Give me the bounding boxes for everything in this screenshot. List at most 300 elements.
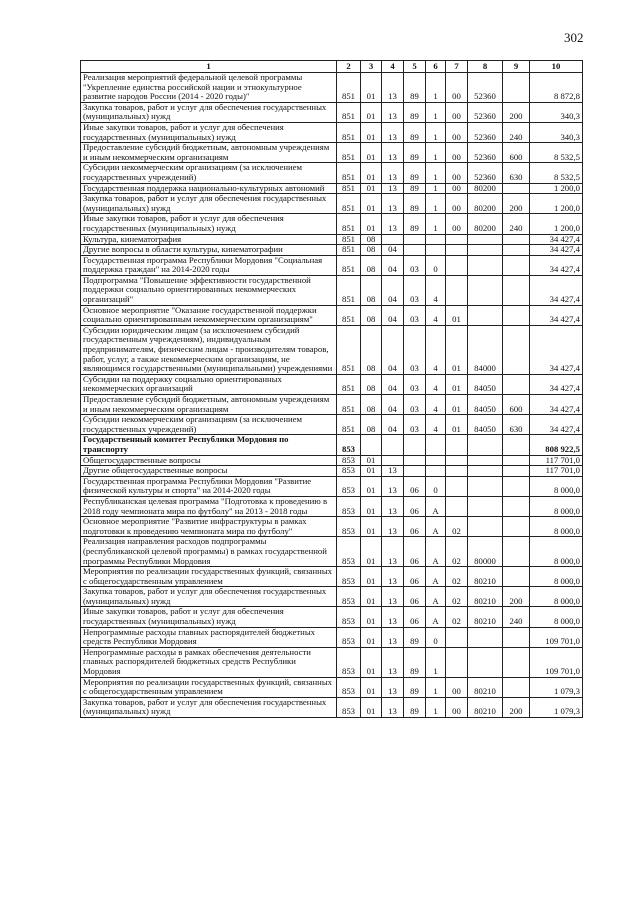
row-code-cell: 01 bbox=[361, 214, 382, 234]
row-code-cell: 08 bbox=[361, 305, 382, 325]
row-code-cell: 01 bbox=[361, 627, 382, 647]
row-code-cell: 4 bbox=[426, 395, 446, 415]
row-code-cell: 01 bbox=[361, 102, 382, 122]
row-code-cell: 240 bbox=[503, 122, 530, 142]
row-code-cell: 80210 bbox=[468, 607, 503, 627]
table-row bbox=[81, 143, 583, 163]
row-code-cell: 03 bbox=[404, 415, 426, 435]
row-code-cell: 851 bbox=[337, 374, 361, 394]
row-name-cell: Закупка товаров, работ и услуг для обеспечения государственных (муниципальных) нужд bbox=[81, 102, 337, 122]
row-code-cell: 853 bbox=[337, 697, 361, 717]
row-code-cell bbox=[503, 455, 530, 466]
row-name-cell: Государственная поддержка национально-культурных автономий bbox=[81, 183, 337, 194]
row-code-cell: 851 bbox=[337, 163, 361, 183]
row-code-cell: 01 bbox=[361, 476, 382, 496]
table-row bbox=[81, 245, 583, 256]
row-code-cell: 851 bbox=[337, 143, 361, 163]
row-code-cell: 13 bbox=[382, 122, 404, 142]
row-code-cell: 52360 bbox=[468, 73, 503, 103]
table-row bbox=[81, 537, 583, 567]
row-code-cell: 00 bbox=[446, 102, 468, 122]
row-code-cell bbox=[468, 435, 503, 455]
row-code-cell: 89 bbox=[404, 102, 426, 122]
row-code-cell: 13 bbox=[382, 163, 404, 183]
row-code-cell: 853 bbox=[337, 435, 361, 455]
row-code-cell: 84050 bbox=[468, 415, 503, 435]
table-row bbox=[81, 122, 583, 142]
row-amount-cell: 34 427,4 bbox=[530, 395, 583, 415]
row-code-cell: 06 bbox=[404, 496, 426, 516]
row-code-cell: 04 bbox=[382, 305, 404, 325]
table-row bbox=[81, 496, 583, 516]
row-amount-cell: 34 427,4 bbox=[530, 275, 583, 305]
row-code-cell: А bbox=[426, 517, 446, 537]
row-code-cell: 08 bbox=[361, 395, 382, 415]
row-code-cell bbox=[468, 466, 503, 477]
row-code-cell bbox=[426, 435, 446, 455]
row-code-cell: 853 bbox=[337, 476, 361, 496]
row-code-cell: 851 bbox=[337, 234, 361, 245]
row-name-cell: Реализация направления расходов подпрограммы (республиканской целевой программы) в рамках государственной программы Республики Мордовия bbox=[81, 537, 337, 567]
row-code-cell: 851 bbox=[337, 395, 361, 415]
row-code-cell: 0 bbox=[426, 627, 446, 647]
row-code-cell: 853 bbox=[337, 466, 361, 477]
row-code-cell: 52360 bbox=[468, 122, 503, 142]
row-code-cell: 853 bbox=[337, 537, 361, 567]
row-code-cell: 4 bbox=[426, 374, 446, 394]
row-code-cell: 01 bbox=[361, 466, 382, 477]
row-code-cell: 89 bbox=[404, 122, 426, 142]
row-name-cell: Предоставление субсидий бюджетным, автономным учреждениям и иным некоммерческим организациям bbox=[81, 143, 337, 163]
row-code-cell: 04 bbox=[382, 275, 404, 305]
row-code-cell bbox=[468, 476, 503, 496]
header-cell: 3 bbox=[361, 61, 382, 73]
row-code-cell: 02 bbox=[446, 587, 468, 607]
table-row bbox=[81, 697, 583, 717]
row-code-cell: 853 bbox=[337, 607, 361, 627]
table-row bbox=[81, 275, 583, 305]
row-code-cell: 853 bbox=[337, 627, 361, 647]
row-code-cell: 851 bbox=[337, 245, 361, 256]
row-code-cell bbox=[404, 435, 426, 455]
row-code-cell: 00 bbox=[446, 183, 468, 194]
row-code-cell bbox=[503, 627, 530, 647]
row-code-cell: 01 bbox=[446, 325, 468, 374]
row-amount-cell: 1 079,3 bbox=[530, 697, 583, 717]
row-amount-cell: 8 872,8 bbox=[530, 73, 583, 103]
row-code-cell bbox=[468, 305, 503, 325]
row-code-cell: 13 bbox=[382, 567, 404, 587]
row-name-cell: Непрограммные расходы главных распорядителей бюджетных средств Республики Мордовия bbox=[81, 627, 337, 647]
row-code-cell: 00 bbox=[446, 214, 468, 234]
row-code-cell bbox=[503, 517, 530, 537]
row-name-cell: Предоставление субсидий бюджетным, автономным учреждениям и иным некоммерческим организациям bbox=[81, 395, 337, 415]
row-code-cell: 13 bbox=[382, 143, 404, 163]
row-code-cell: 853 bbox=[337, 587, 361, 607]
row-code-cell bbox=[446, 275, 468, 305]
row-code-cell: 1 bbox=[426, 214, 446, 234]
row-code-cell: 00 bbox=[446, 143, 468, 163]
row-code-cell: 89 bbox=[404, 183, 426, 194]
row-code-cell: 03 bbox=[404, 255, 426, 275]
row-code-cell: 1 bbox=[426, 697, 446, 717]
row-name-cell: Другие общегосударственные вопросы bbox=[81, 466, 337, 477]
row-code-cell: 02 bbox=[446, 537, 468, 567]
budget-table bbox=[80, 60, 583, 718]
row-amount-cell: 8 000,0 bbox=[530, 517, 583, 537]
row-code-cell: 80210 bbox=[468, 587, 503, 607]
header-cell: 1 bbox=[81, 61, 337, 73]
row-code-cell bbox=[503, 677, 530, 697]
table-row bbox=[81, 476, 583, 496]
row-code-cell: 80200 bbox=[468, 183, 503, 194]
row-code-cell: 00 bbox=[446, 122, 468, 142]
row-code-cell bbox=[361, 435, 382, 455]
row-code-cell: А bbox=[426, 587, 446, 607]
table-row bbox=[81, 255, 583, 275]
row-code-cell: А bbox=[426, 607, 446, 627]
row-code-cell: 08 bbox=[361, 245, 382, 256]
row-code-cell: 80000 bbox=[468, 537, 503, 567]
row-amount-cell: 34 427,4 bbox=[530, 245, 583, 256]
row-code-cell: 01 bbox=[446, 374, 468, 394]
row-code-cell: 851 bbox=[337, 415, 361, 435]
row-code-cell bbox=[503, 234, 530, 245]
row-code-cell: 851 bbox=[337, 255, 361, 275]
row-code-cell: 13 bbox=[382, 587, 404, 607]
row-code-cell: 01 bbox=[361, 697, 382, 717]
row-code-cell bbox=[446, 245, 468, 256]
page-number: 302 bbox=[564, 30, 584, 45]
row-code-cell: 02 bbox=[446, 567, 468, 587]
table-row bbox=[81, 567, 583, 587]
row-name-cell: Подпрограмма "Повышение эффективности государственной поддержки социально ориентированных некоммерческих организаций" bbox=[81, 275, 337, 305]
row-code-cell bbox=[426, 466, 446, 477]
row-code-cell bbox=[468, 517, 503, 537]
row-code-cell: 01 bbox=[361, 587, 382, 607]
row-code-cell: 89 bbox=[404, 214, 426, 234]
row-code-cell bbox=[468, 496, 503, 516]
row-code-cell: 4 bbox=[426, 325, 446, 374]
row-code-cell bbox=[468, 455, 503, 466]
header-cell: 5 bbox=[404, 61, 426, 73]
row-code-cell: 08 bbox=[361, 325, 382, 374]
row-code-cell: 01 bbox=[361, 677, 382, 697]
table-row bbox=[81, 194, 583, 214]
table-row bbox=[81, 455, 583, 466]
row-code-cell: 06 bbox=[404, 607, 426, 627]
table-row bbox=[81, 587, 583, 607]
row-amount-cell: 34 427,4 bbox=[530, 255, 583, 275]
row-code-cell: 200 bbox=[503, 697, 530, 717]
table-row bbox=[81, 214, 583, 234]
row-amount-cell: 8 000,0 bbox=[530, 476, 583, 496]
row-code-cell bbox=[503, 567, 530, 587]
row-code-cell: 13 bbox=[382, 183, 404, 194]
row-code-cell: 01 bbox=[446, 395, 468, 415]
row-code-cell: 04 bbox=[382, 415, 404, 435]
table-row bbox=[81, 73, 583, 103]
table-row bbox=[81, 677, 583, 697]
row-code-cell: 04 bbox=[382, 395, 404, 415]
header-cell: 4 bbox=[382, 61, 404, 73]
row-code-cell: 13 bbox=[382, 537, 404, 567]
row-code-cell: 0 bbox=[426, 476, 446, 496]
row-name-cell: Республиканская целевая программа "Подготовка к проведению в 2018 году чемпионата мира по футболу" на 2013 - 2018 годы bbox=[81, 496, 337, 516]
row-code-cell: 02 bbox=[446, 517, 468, 537]
row-name-cell: Субсидии некоммерческим организациям (за исключением государственных учреждений) bbox=[81, 415, 337, 435]
row-code-cell: 01 bbox=[361, 143, 382, 163]
row-code-cell: 04 bbox=[382, 245, 404, 256]
row-name-cell: Основное мероприятие "Развитие инфраструктуры в рамках подготовки к проведению чемпионата мира по футболу" bbox=[81, 517, 337, 537]
row-code-cell bbox=[382, 234, 404, 245]
row-code-cell: 00 bbox=[446, 194, 468, 214]
row-code-cell: 08 bbox=[361, 275, 382, 305]
row-code-cell bbox=[426, 245, 446, 256]
table-row bbox=[81, 183, 583, 194]
row-name-cell: Субсидии некоммерческим организациям (за исключением государственных учреждений) bbox=[81, 163, 337, 183]
table-row bbox=[81, 374, 583, 394]
row-code-cell: 240 bbox=[503, 214, 530, 234]
row-code-cell bbox=[503, 305, 530, 325]
row-code-cell: 52360 bbox=[468, 163, 503, 183]
row-code-cell: 01 bbox=[361, 647, 382, 677]
row-code-cell: 03 bbox=[404, 305, 426, 325]
row-code-cell: 03 bbox=[404, 325, 426, 374]
row-code-cell bbox=[446, 255, 468, 275]
row-code-cell: 08 bbox=[361, 234, 382, 245]
row-code-cell: 04 bbox=[382, 325, 404, 374]
row-code-cell bbox=[503, 255, 530, 275]
row-amount-cell: 8 000,0 bbox=[530, 607, 583, 627]
row-code-cell: 06 bbox=[404, 587, 426, 607]
header-cell: 2 bbox=[337, 61, 361, 73]
row-amount-cell: 1 200,0 bbox=[530, 183, 583, 194]
row-name-cell: Иные закупки товаров, работ и услуг для обеспечения государственных (муниципальных) нужд bbox=[81, 214, 337, 234]
row-code-cell bbox=[446, 496, 468, 516]
row-code-cell: 13 bbox=[382, 607, 404, 627]
row-amount-cell: 109 701,0 bbox=[530, 627, 583, 647]
row-amount-cell: 8 000,0 bbox=[530, 537, 583, 567]
row-code-cell: 03 bbox=[404, 395, 426, 415]
row-code-cell: 89 bbox=[404, 677, 426, 697]
header-cell: 8 bbox=[468, 61, 503, 73]
row-name-cell: Реализация мероприятий федеральной целевой программы "Укрепление единства российской нации и этнокультурное развитие народов России (2014 - 2020 годы)" bbox=[81, 73, 337, 103]
table-row bbox=[81, 466, 583, 477]
row-code-cell: 52360 bbox=[468, 143, 503, 163]
row-code-cell: 89 bbox=[404, 143, 426, 163]
table-row bbox=[81, 415, 583, 435]
row-code-cell: 4 bbox=[426, 305, 446, 325]
row-name-cell: Закупка товаров, работ и услуг для обеспечения государственных (муниципальных) нужд bbox=[81, 587, 337, 607]
row-code-cell: 03 bbox=[404, 275, 426, 305]
row-code-cell bbox=[468, 627, 503, 647]
row-code-cell: 851 bbox=[337, 325, 361, 374]
row-code-cell: 851 bbox=[337, 194, 361, 214]
row-amount-cell: 109 701,0 bbox=[530, 647, 583, 677]
row-code-cell: 4 bbox=[426, 275, 446, 305]
row-code-cell: 52360 bbox=[468, 102, 503, 122]
row-amount-cell: 117 701,0 bbox=[530, 455, 583, 466]
row-code-cell: 04 bbox=[382, 255, 404, 275]
row-code-cell: 89 bbox=[404, 163, 426, 183]
row-code-cell: 13 bbox=[382, 102, 404, 122]
row-code-cell: 08 bbox=[361, 374, 382, 394]
row-code-cell: 01 bbox=[361, 122, 382, 142]
row-code-cell bbox=[404, 455, 426, 466]
table-row bbox=[81, 305, 583, 325]
row-code-cell bbox=[503, 275, 530, 305]
row-code-cell: 200 bbox=[503, 587, 530, 607]
row-code-cell: 01 bbox=[361, 183, 382, 194]
row-code-cell: 13 bbox=[382, 194, 404, 214]
row-name-cell: Мероприятия по реализации государственных функций, связанных с общегосударственным управлением bbox=[81, 567, 337, 587]
row-name-cell: Основное мероприятие "Оказание государственной поддержки социально ориентированным некоммерческим организациям" bbox=[81, 305, 337, 325]
row-amount-cell: 117 701,0 bbox=[530, 466, 583, 477]
table-row bbox=[81, 163, 583, 183]
row-amount-cell: 34 427,4 bbox=[530, 374, 583, 394]
row-code-cell bbox=[503, 496, 530, 516]
row-code-cell: 00 bbox=[446, 697, 468, 717]
row-code-cell bbox=[382, 435, 404, 455]
row-name-cell: Государственная программа Республики Мордовия "Развитие физической культуры и спорта" на 2014-2020 годы bbox=[81, 476, 337, 496]
row-amount-cell: 808 922,5 bbox=[530, 435, 583, 455]
row-code-cell bbox=[503, 325, 530, 374]
row-code-cell: 13 bbox=[382, 73, 404, 103]
row-code-cell: 13 bbox=[382, 517, 404, 537]
row-code-cell: 06 bbox=[404, 537, 426, 567]
row-amount-cell: 1 079,3 bbox=[530, 677, 583, 697]
row-code-cell bbox=[446, 466, 468, 477]
row-code-cell bbox=[446, 234, 468, 245]
row-code-cell bbox=[503, 183, 530, 194]
row-name-cell: Государственный комитет Республики Мордовия по транспорту bbox=[81, 435, 337, 455]
row-code-cell: 00 bbox=[446, 73, 468, 103]
row-amount-cell: 8 000,0 bbox=[530, 567, 583, 587]
row-name-cell: Закупка товаров, работ и услуг для обеспечения государственных (муниципальных) нужд bbox=[81, 697, 337, 717]
table-row bbox=[81, 234, 583, 245]
row-amount-cell: 8 000,0 bbox=[530, 496, 583, 516]
row-code-cell: 06 bbox=[404, 567, 426, 587]
row-code-cell: 13 bbox=[382, 214, 404, 234]
row-name-cell: Субсидии на поддержку социально ориентированных некоммерческих организаций bbox=[81, 374, 337, 394]
row-code-cell: 630 bbox=[503, 415, 530, 435]
row-code-cell: 851 bbox=[337, 122, 361, 142]
row-name-cell: Субсидии юридическим лицам (за исключением субсидий государственным учреждениям), индивидуальным предпринимателям, физическим лицам - производителям товаров, работ, услуг, а также некоммерческим организациям, не являющимся государственными (муниципальными) учреждениями bbox=[81, 325, 337, 374]
row-code-cell: А bbox=[426, 567, 446, 587]
row-code-cell: 01 bbox=[361, 537, 382, 567]
row-code-cell: 853 bbox=[337, 517, 361, 537]
row-code-cell: 08 bbox=[361, 255, 382, 275]
row-code-cell: 80210 bbox=[468, 677, 503, 697]
row-code-cell: 0 bbox=[426, 255, 446, 275]
row-code-cell: 84050 bbox=[468, 374, 503, 394]
row-amount-cell: 340,3 bbox=[530, 102, 583, 122]
row-code-cell bbox=[446, 476, 468, 496]
row-code-cell bbox=[503, 466, 530, 477]
row-amount-cell: 8 532,5 bbox=[530, 163, 583, 183]
row-code-cell: 01 bbox=[361, 455, 382, 466]
row-name-cell: Культура, кинематография bbox=[81, 234, 337, 245]
row-code-cell: 89 bbox=[404, 697, 426, 717]
row-code-cell: 630 bbox=[503, 163, 530, 183]
header-row bbox=[81, 61, 583, 73]
table-row bbox=[81, 325, 583, 374]
row-code-cell: 240 bbox=[503, 607, 530, 627]
row-code-cell: 1 bbox=[426, 677, 446, 697]
row-code-cell bbox=[468, 255, 503, 275]
row-code-cell: 00 bbox=[446, 163, 468, 183]
row-code-cell: 1 bbox=[426, 647, 446, 677]
row-code-cell bbox=[503, 647, 530, 677]
row-name-cell: Общегосударственные вопросы bbox=[81, 455, 337, 466]
row-code-cell: 89 bbox=[404, 627, 426, 647]
row-code-cell bbox=[382, 455, 404, 466]
row-code-cell: 89 bbox=[404, 194, 426, 214]
row-code-cell: 00 bbox=[446, 677, 468, 697]
row-amount-cell: 8 532,5 bbox=[530, 143, 583, 163]
row-name-cell: Иные закупки товаров, работ и услуг для обеспечения государственных (муниципальных) нужд bbox=[81, 122, 337, 142]
row-code-cell bbox=[404, 466, 426, 477]
row-code-cell: 80200 bbox=[468, 194, 503, 214]
row-code-cell: 04 bbox=[382, 374, 404, 394]
row-code-cell: 89 bbox=[404, 647, 426, 677]
row-code-cell bbox=[503, 537, 530, 567]
row-code-cell: 80210 bbox=[468, 697, 503, 717]
row-code-cell: 13 bbox=[382, 476, 404, 496]
row-code-cell: 853 bbox=[337, 496, 361, 516]
row-code-cell: 13 bbox=[382, 677, 404, 697]
row-code-cell: 02 bbox=[446, 607, 468, 627]
row-amount-cell: 1 200,0 bbox=[530, 214, 583, 234]
row-name-cell: Иные закупки товаров, работ и услуг для обеспечения государственных (муниципальных) нужд bbox=[81, 607, 337, 627]
table-row bbox=[81, 627, 583, 647]
row-code-cell: 853 bbox=[337, 455, 361, 466]
row-code-cell: 600 bbox=[503, 143, 530, 163]
row-code-cell: 13 bbox=[382, 496, 404, 516]
row-code-cell: 853 bbox=[337, 677, 361, 697]
row-code-cell: 03 bbox=[404, 374, 426, 394]
row-code-cell: 01 bbox=[361, 73, 382, 103]
row-code-cell: 851 bbox=[337, 305, 361, 325]
row-code-cell bbox=[503, 374, 530, 394]
row-code-cell: А bbox=[426, 496, 446, 516]
row-code-cell: 01 bbox=[446, 305, 468, 325]
row-code-cell: 851 bbox=[337, 73, 361, 103]
row-code-cell: 01 bbox=[361, 194, 382, 214]
row-code-cell: 08 bbox=[361, 415, 382, 435]
row-code-cell: 13 bbox=[382, 697, 404, 717]
row-code-cell bbox=[468, 234, 503, 245]
row-name-cell: Мероприятия по реализации государственных функций, связанных с общегосударственным управлением bbox=[81, 677, 337, 697]
row-amount-cell: 1 200,0 bbox=[530, 194, 583, 214]
row-code-cell: 89 bbox=[404, 73, 426, 103]
row-code-cell bbox=[446, 627, 468, 647]
row-code-cell: 851 bbox=[337, 214, 361, 234]
header-cell: 10 bbox=[530, 61, 583, 73]
table-row bbox=[81, 517, 583, 537]
row-code-cell: 200 bbox=[503, 102, 530, 122]
row-code-cell: 851 bbox=[337, 102, 361, 122]
row-amount-cell: 340,3 bbox=[530, 122, 583, 142]
row-code-cell: 13 bbox=[382, 647, 404, 677]
row-code-cell: 01 bbox=[361, 163, 382, 183]
row-code-cell: 13 bbox=[382, 627, 404, 647]
row-amount-cell: 8 000,0 bbox=[530, 587, 583, 607]
row-amount-cell: 34 427,4 bbox=[530, 325, 583, 374]
row-code-cell: 80200 bbox=[468, 214, 503, 234]
row-code-cell: 80210 bbox=[468, 567, 503, 587]
